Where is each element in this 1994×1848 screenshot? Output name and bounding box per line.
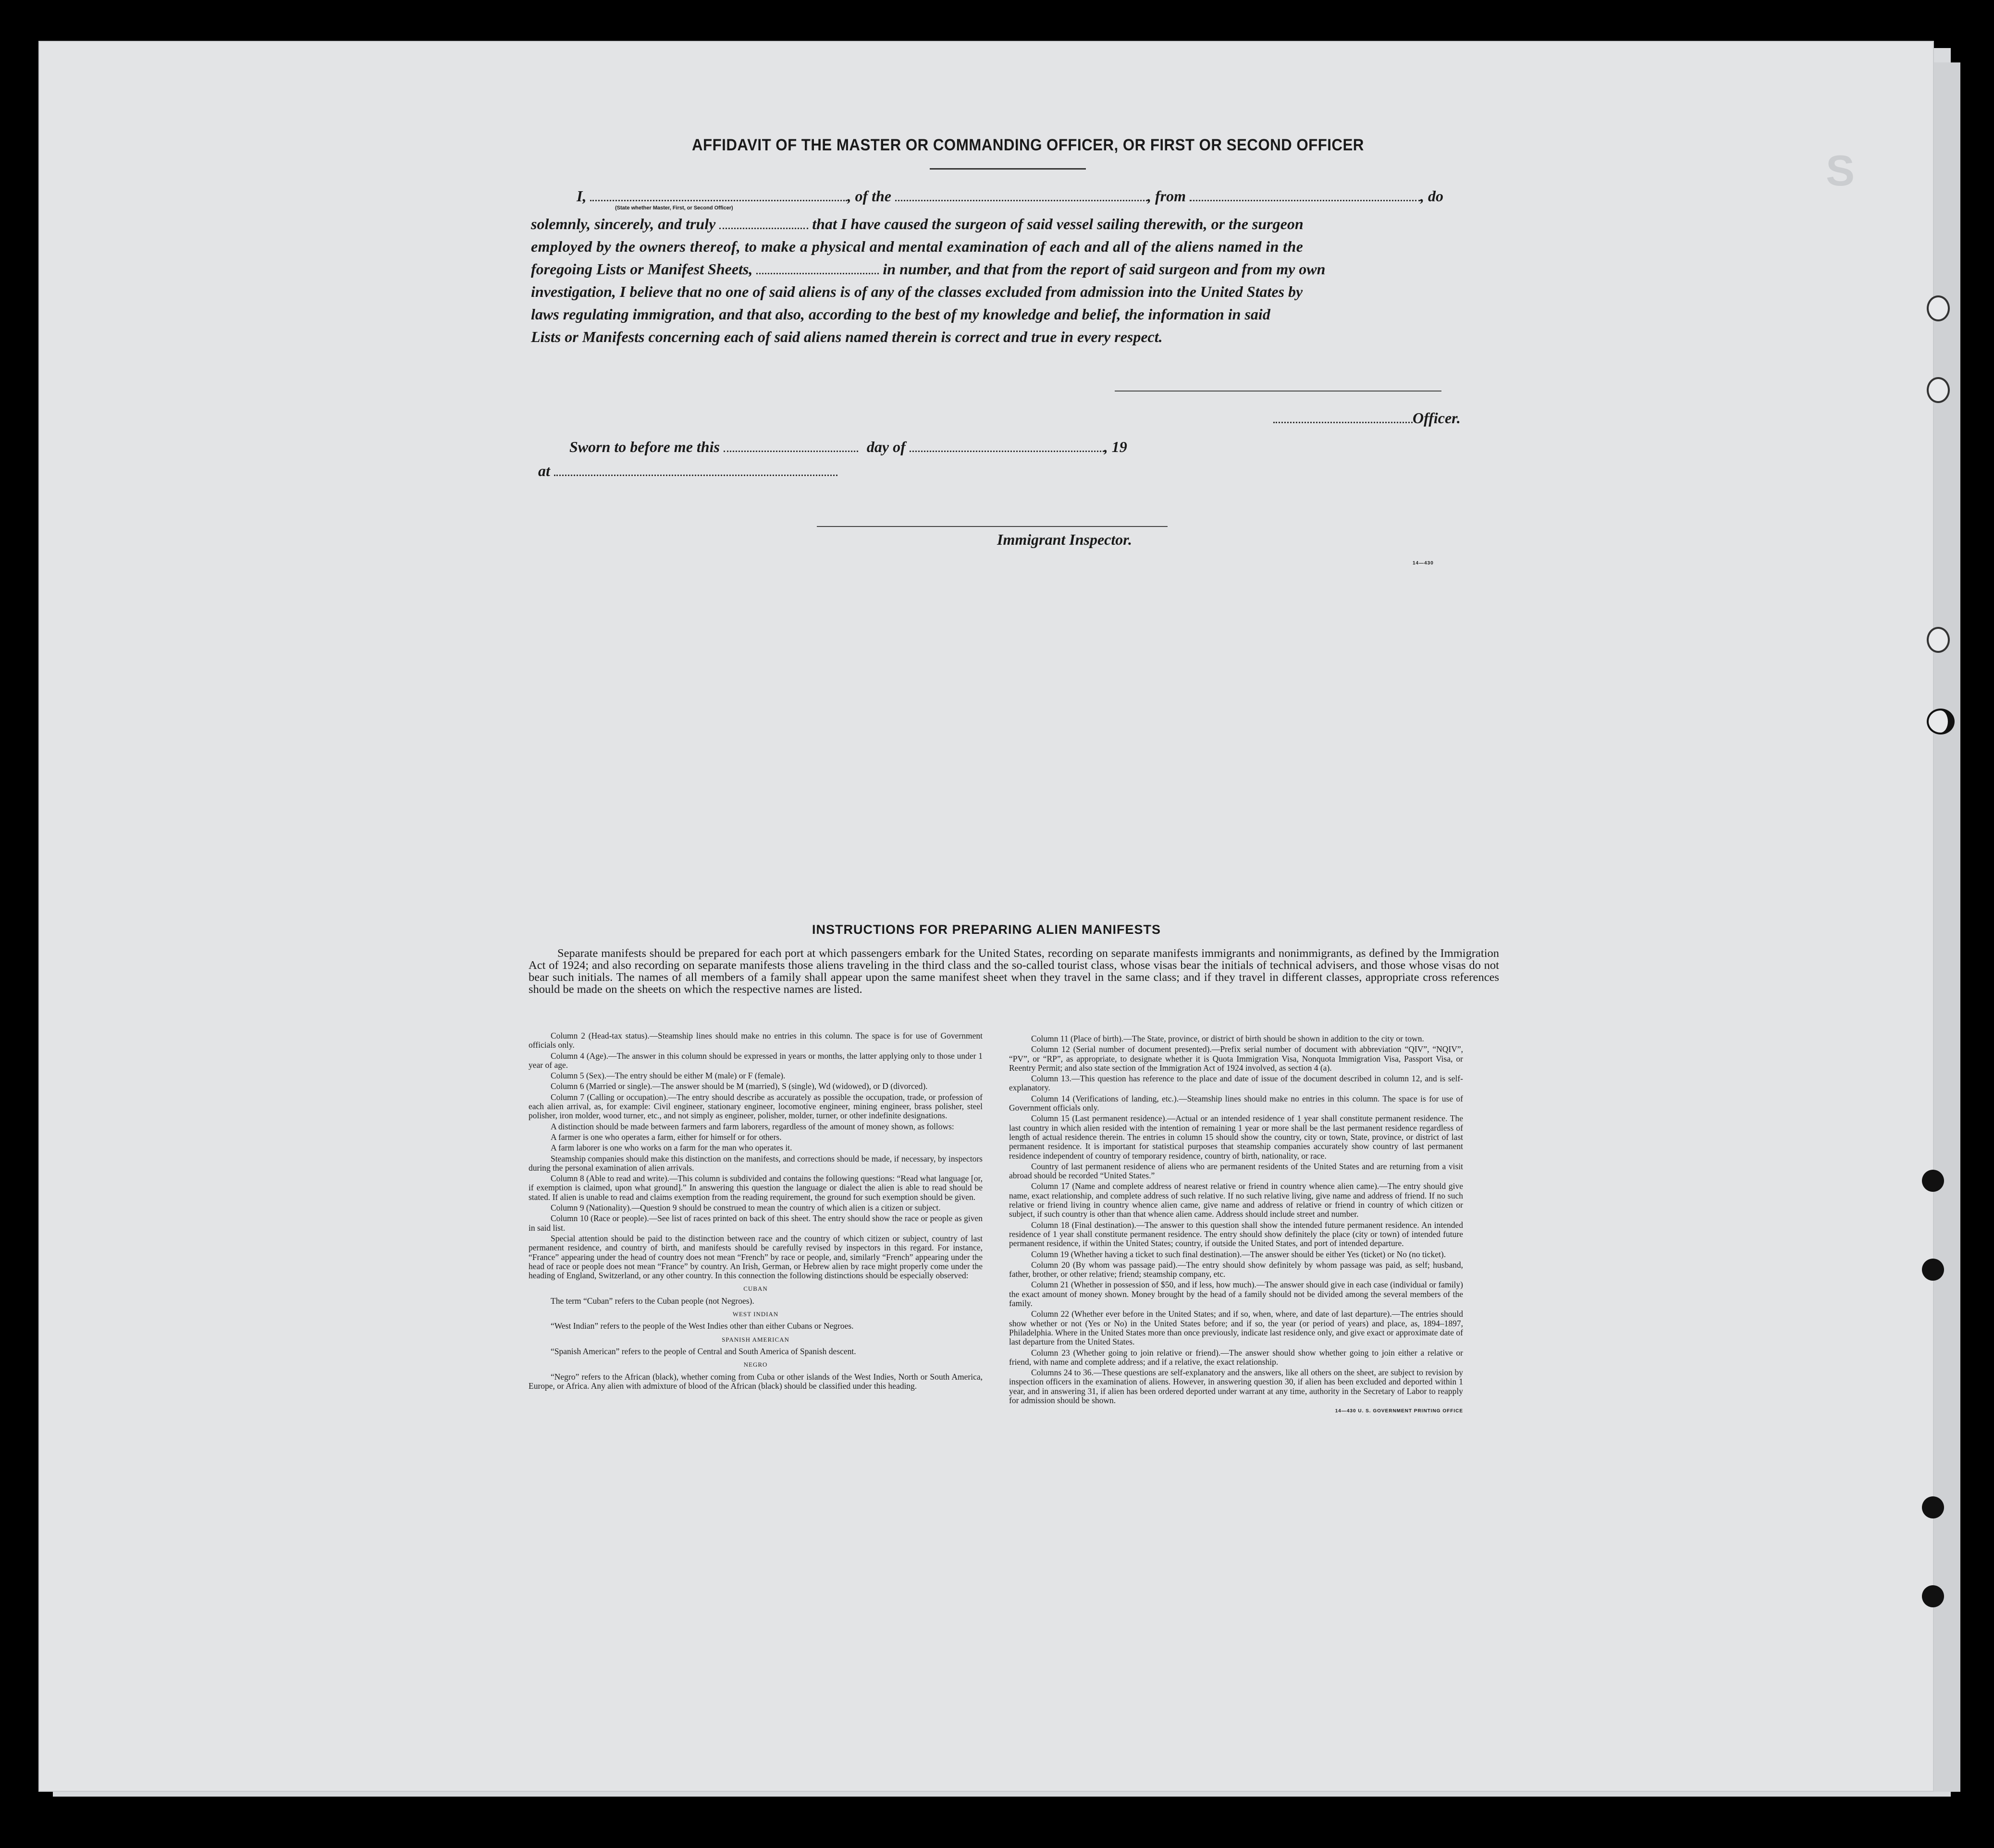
right-paragraph: Columns 24 to 36.—These questions are self-explanatory and the answers, like all others on the sheet, are subject to revision by inspection officers in the examination of aliens. However, in answering question 30, if alien has been excluded and deported within 1 year, and in answering 31, if alien has been ordered deported under warrant at any time, authority in the Secretary of Labor to reapply for admission should be shown. xyxy=(1009,1368,1463,1405)
punch-hole-icon xyxy=(1927,377,1950,403)
affidavit-line-7: Lists or Manifests concerning each of said aliens named therein is correct and true in every respect. xyxy=(531,328,1163,345)
cuban-text: The term “Cuban” refers to the Cuban people (not Negroes). xyxy=(551,1296,754,1306)
affidavit-title: AFFIDAVIT OF THE MASTER OR COMMANDING OFFICER, OR FIRST OR SECOND OFFICER xyxy=(692,136,1364,154)
instructions-right-column xyxy=(1009,1034,1463,1416)
punch-hole-icon xyxy=(1922,1259,1944,1281)
right-paragraph: Column 22 (Whether ever before in the United States; and if so, when, where, and date of last departure).—The entries should show whether or not (Yes or No) in the United States before; and if so, the year (or period of years) and place, as, 1894–1897, Philadelphia. Where in the United States more than once previously, indicate last residence only, and give exact or approximate date of last departure from the United States. xyxy=(1009,1309,1463,1347)
left-paragraph: Column 6 (Married or single).—The answer should be M (married), S (single), Wd (widowed), or D (divorced). xyxy=(551,1081,928,1091)
negro-text: “Negro” refers to the African (black), whether coming from Cuba or other islands of the West Indies, North or South America, Europe, or Africa. Any alien with admixture of blood of the African (black) should be classified under this heading. xyxy=(529,1371,983,1391)
instructions-title: INSTRUCTIONS FOR PREPARING ALIEN MANIFESTS xyxy=(812,922,1161,937)
signature-line[interactable] xyxy=(1115,391,1441,392)
left-paragraph: Column 9 (Nationality).—Question 9 should be construed to mean the country of which alien is a citizen or subject. xyxy=(551,1203,941,1213)
right-paragraph: Column 17 (Name and complete address of nearest relative or friend in country whence alien came).—The entry should give name, exact relationship, and complete address of such relative. If no such relative living, give name and address of friend. If no such relative or friend living in country whence alien came, give name and address of relative or friend in country of which citizen or subject, if such country is other than that whence alien came. Address should include street and number. xyxy=(1009,1181,1463,1219)
heading-west-indian: WEST INDIAN xyxy=(732,1310,779,1318)
port-field[interactable] xyxy=(1190,200,1420,201)
right-paragraph: Column 19 (Whether having a ticket to such final destination).—The answer should be either Yes (ticket) or No (no ticket). xyxy=(1031,1249,1446,1259)
left-paragraph: Column 10 (Race or people).—See list of races printed on back of this sheet. The entry should show the race or people as given in said list. xyxy=(529,1213,983,1233)
right-paragraph: Column 12 (Serial number of document presented).—Prefix serial number of document with abbreviation “QIV”, “NQIV”, “PV”, or “RP”, as appropriate, to designate whether it is Quota Immigration Visa, Nonquota Immigration Visa, Passport Visa, or Reentry Permit; and also state section of the Immigration Act of 1924 involved, as section 4 (a). xyxy=(1009,1044,1463,1073)
right-paragraph: Country of last permanent residence of aliens who are permanent residents of the United States and are returning from a visit abroad should be recorded “United States.” xyxy=(1009,1161,1463,1181)
left-paragraph: A distinction should be made between farmers and farm laborers, regardless of the amount of money shown, as follows: xyxy=(551,1121,954,1131)
affidavit-line-6: laws regulating immigration, and that also, according to the best of my knowledge and belief, the information in said xyxy=(531,306,1270,323)
left-paragraph: Column 2 (Head-tax status).—Steamship lines should make no entries in this column. The space is for use of Government officials only. xyxy=(529,1031,983,1050)
affidavit-line-3: employed by the owners thereof, to make a physical and mental examination of each and all of the aliens named in the xyxy=(531,238,1304,255)
number-field[interactable] xyxy=(756,273,879,274)
punch-hole-icon xyxy=(1922,1170,1944,1192)
right-paragraph: Column 14 (Verifications of landing, etc.).—Steamship lines should make no entries in this column. The space is for use of Government officials only. xyxy=(1009,1093,1463,1113)
inspector-signature-line[interactable] xyxy=(817,526,1168,527)
left-paragraph: Column 8 (Able to read and write).—This column is subdivided and contains the following questions: “Read what language [or, if exemption is claimed, upon what ground].” In answering this question the language or dialect the alien is able to read should be stated. If alien is unable to read and claims exemption from the reading requirement, the ground for such exemption should be given. xyxy=(529,1174,983,1202)
west-indian-text: “West Indian” refers to the people of the West Indies other than either Cubans or Negroes. xyxy=(551,1321,854,1331)
instructions-left-column xyxy=(529,1031,983,1392)
printing-office-footer: 14—430 U. S. GOVERNMENT PRINTING OFFICE xyxy=(1335,1408,1463,1414)
at-line: at xyxy=(538,460,837,482)
vessel-field[interactable] xyxy=(895,200,1147,201)
left-paragraph: Column 5 (Sex).—The entry should be either M (male) or F (female). xyxy=(551,1071,786,1081)
place-field[interactable] xyxy=(554,475,837,476)
sworn-line: Sworn to before me this day of , 19 xyxy=(569,438,1127,455)
manifest-page xyxy=(38,41,1934,1792)
right-paragraph: Column 15 (Last permanent residence).—Actual or an intended residence of 1 year shall constitute permanent residence. The last country in which alien resided with the intention of remaining 1 year or more shall be the last permanent residence regardless of length of actual residence therein. The entries in column 15 should show the country, city or town, State, province, or district of last permanent residence. It is important for statistical purposes that steamship companies accurately show country of last permanent residence independent of country of temporary residence, country of birth, nationality, or race. xyxy=(1009,1114,1463,1161)
left-paragraph: A farmer is one who operates a farm, either for himself or for others. xyxy=(551,1132,782,1142)
left-paragraph: Special attention should be paid to the distinction between race and the country of which citizen or subject, country of last permanent residence, and country of birth, and manifests should be carefully revised by inspectors in this regard. For instance, “France” appearing under the head of country does not mean “French” by race or people, and, similarly “French” appearing under the head of race or people does not mean “France” by country. An Irish, German, or Hebrew alien by race might properly come under the heading of England, Switzerland, or any other country. In this connection the following distinctions should be especially observed: xyxy=(529,1233,983,1281)
heading-cuban: CUBAN xyxy=(743,1285,768,1293)
title-rule xyxy=(930,168,1086,170)
left-paragraph: Column 4 (Age).—The answer in this column should be expressed in years or months, the latter applying only to those under 1 year of age. xyxy=(529,1051,983,1070)
punch-hole-icon xyxy=(1927,709,1955,734)
heading-spanish-american: SPANISH AMERICAN xyxy=(722,1335,789,1343)
left-paragraph: Steamship companies should make this distinction on the manifests, and corrections should be made, if necessary, by inspectors during the personal examination of alien arrivals. xyxy=(529,1153,983,1173)
affidavit-line-5: investigation, I believe that no one of said aliens is of any of the classes excluded from admission into the United States by xyxy=(531,283,1303,300)
right-paragraph: Column 13.—This question has reference to the place and date of issue of the document described in column 12, and is self-explanatory. xyxy=(1009,1074,1463,1093)
instructions-intro: Separate manifests should be prepared for each port at which passengers embark for the United States, recording on separate manifests immigrants and nonimmigrants, as defined by the Immigration Act of 1924; and also recording on separate manifests those aliens traveling in the third class and the so-called tourist class, whose visas bear the initials of technical advisers, and those whose visas do not bear such initials. The names of all members of a family shall appear upon the same manifest sheet when they travel in the same class; and if they travel in different classes, appropriate cross references should be made on the sheets on which the respective names are listed. xyxy=(529,947,1499,996)
bleed-through-text: S xyxy=(1826,147,1855,195)
officer-line: Officer. xyxy=(1273,407,1461,429)
punch-hole-icon xyxy=(1922,1585,1944,1607)
officer-signature-field[interactable] xyxy=(1273,422,1413,423)
inspector-label: Immigrant Inspector. xyxy=(997,531,1132,548)
sworn-day-field[interactable] xyxy=(724,451,858,452)
punch-hole-icon xyxy=(1927,627,1950,653)
punch-hole-icon xyxy=(1927,295,1950,321)
right-paragraph: Column 11 (Place of birth).—The State, province, or district of birth should be shown in addition to the city or town. xyxy=(1031,1034,1424,1043)
form-number: 14—430 xyxy=(1413,561,1434,566)
right-paragraph: Column 20 (By whom was passage paid).—The entry should show definitely by whom passage was paid, as self; husband, father, brother, or other relative; friend; steamship company, etc. xyxy=(1009,1260,1463,1279)
affidavit-line-2: solemnly, sincerely, and truly that I have caused the surgeon of said vessel sailing therewith, or the surgeon xyxy=(531,215,1304,233)
right-paragraph: Column 21 (Whether in possession of $50, and if less, how much).—The answer should give in each case (individual or family) the exact amount of money shown. Money brought by the head of a family should not be divided among the several members of the family. xyxy=(1009,1280,1463,1309)
heading-negro: NEGRO xyxy=(743,1361,768,1369)
sworn-month-field[interactable] xyxy=(910,451,1104,452)
left-paragraph: A farm laborer is one who works on a farm for the man who operates it. xyxy=(551,1143,792,1153)
affidavit-line-4: foregoing Lists or Manifest Sheets, in number, and that from the report of said surgeon and from my own xyxy=(531,260,1326,278)
affidavit-line-1: I, , of the , from , do xyxy=(577,187,1443,205)
punch-hole-icon xyxy=(1922,1496,1944,1518)
left-paragraph: Column 7 (Calling or occupation).—The entry should describe as accurately as possible the occupation, trade, or profession of each alien arrival, as, for example: Civil engineer, stationary engineer, locomotive engineer, mining engineer, brass polisher, steel polisher, iron molder, wood turner, etc., and not simply as engineer, polisher, molder, turner, or other indefinite designations. xyxy=(529,1092,983,1121)
right-paragraph: Column 23 (Whether going to join relative or friend).—The answer should show whether going to join either a relative or friend, with name and complete address; and if a relative, the exact relationship. xyxy=(1009,1347,1463,1367)
officer-rank-field[interactable] xyxy=(590,200,847,201)
right-paragraph: Column 18 (Final destination).—The answer to this question shall show the intended future permanent residence. An intended residence of 1 year shall constitute permanent residence. The entry should show definitely the place (city or town) of intended future permanent residence, if within the United States; country, if outside the United States, and port of intended departure. xyxy=(1009,1220,1463,1248)
officer-rank-note: (State whether Master, First, or Second Officer) xyxy=(615,205,733,211)
truly-field[interactable] xyxy=(719,228,808,229)
spanish-american-text: “Spanish American” refers to the people of Central and South America of Spanish descent. xyxy=(551,1346,856,1356)
